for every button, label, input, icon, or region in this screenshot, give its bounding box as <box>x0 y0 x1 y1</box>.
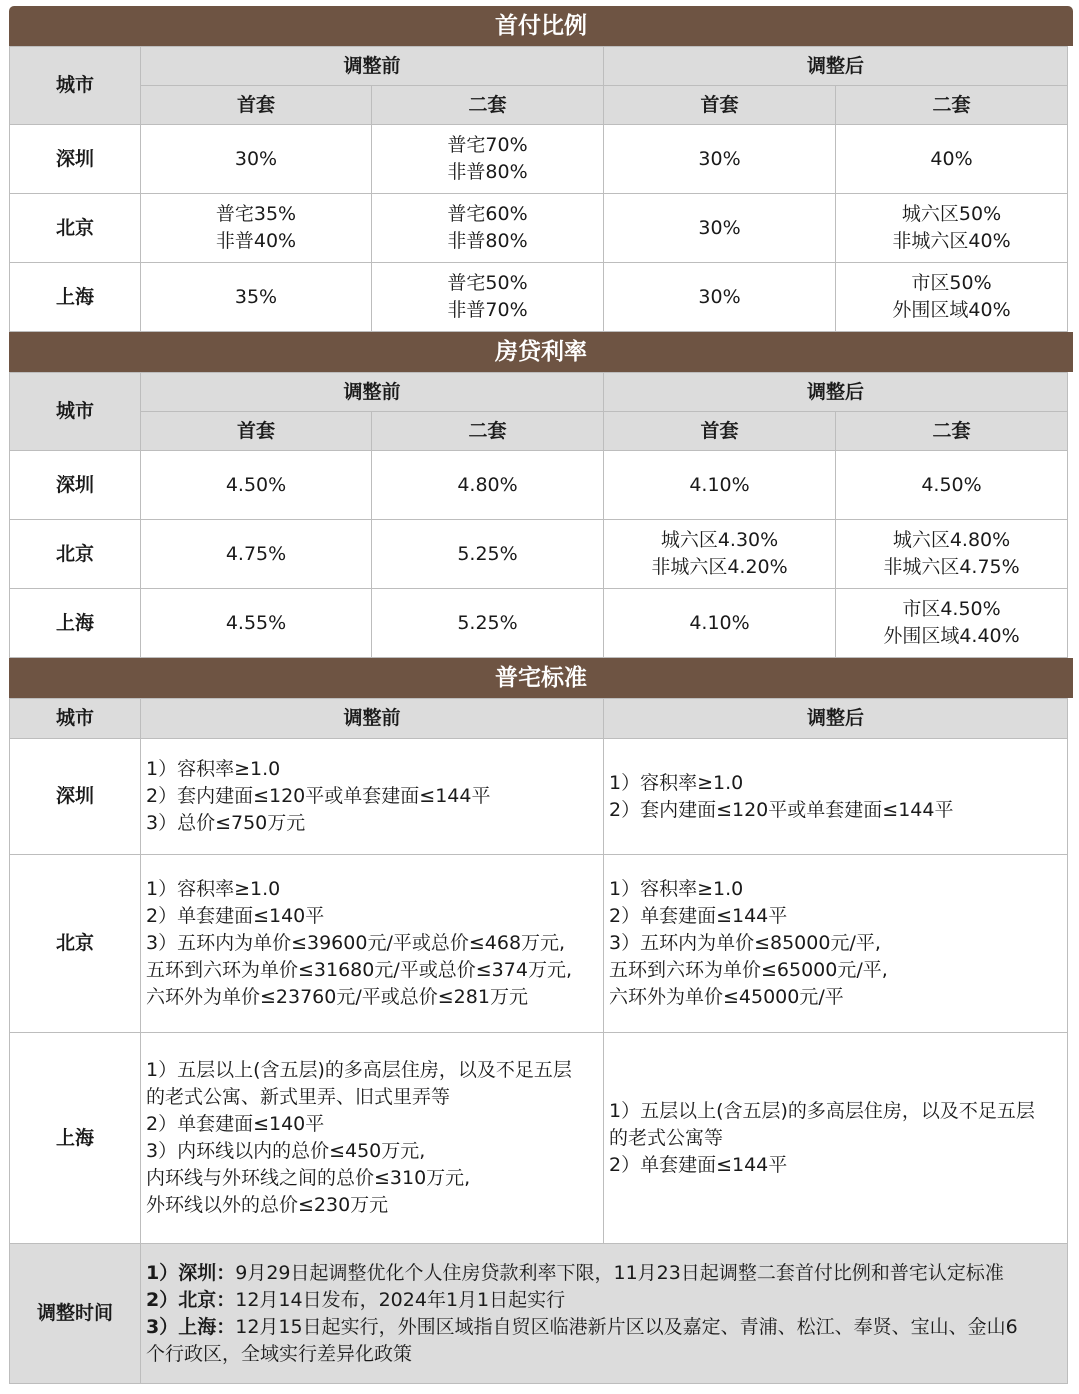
cell-line: 城六区4.30% <box>660 529 779 551</box>
after-second-cell <box>836 451 1068 520</box>
cell-line: 非普70% <box>447 299 528 321</box>
before-first-cell <box>141 263 372 332</box>
cell-line: 普宅50% <box>447 272 528 294</box>
cell-line: 非城六区4.20% <box>651 556 788 578</box>
interest-rate-table <box>9 372 1068 658</box>
after-second-cell <box>836 125 1068 194</box>
cell-line: 4.80% <box>457 473 518 496</box>
after-second-cell <box>836 194 1068 263</box>
down-payment-section-title: 首付比例 <box>9 6 1073 46</box>
timing-item: 3）上海：12月15日起实行，外围区域指自贸区临港新片区以及嘉定、青浦、松江、奉贤、宝山、金山6 <box>146 1315 1018 1338</box>
first-home-header: 首套 <box>604 86 836 125</box>
city-cell: 北京 <box>10 520 141 589</box>
after-first-cell <box>604 589 836 658</box>
city-cell: 北京 <box>10 194 141 263</box>
cell-line: 五环到六环为单价≤65000元/平, <box>609 959 888 981</box>
after-first-cell <box>604 451 836 520</box>
cell-line: 外围区域40% <box>892 299 1011 321</box>
cell-line: 2）套内建面≤120平或单套建面≤144平 <box>609 798 954 821</box>
before-first-cell <box>141 589 372 658</box>
before-first-cell <box>141 194 372 263</box>
before-second-cell <box>372 589 604 658</box>
before-criteria-cell <box>141 855 604 1033</box>
before-first-cell <box>141 451 372 520</box>
city-header: 城市 <box>10 47 141 125</box>
table-row <box>10 125 1068 194</box>
city-header: 城市 <box>10 373 141 451</box>
cell-line: 六环外为单价≤23760元/平或总价≤281万元 <box>146 986 528 1008</box>
standard-table <box>9 698 1068 1384</box>
after-first-cell <box>604 263 836 332</box>
before-first-cell <box>141 520 372 589</box>
before-criteria-cell <box>141 739 604 855</box>
cell-line: 5.25% <box>457 542 518 565</box>
second-home-header: 二套 <box>372 412 604 451</box>
table-row <box>10 451 1068 520</box>
city-cell: 深圳 <box>10 739 141 855</box>
cell-line: 外环线以外的总价≤230万元 <box>146 1194 389 1216</box>
after-second-cell <box>836 589 1068 658</box>
cell-line: 城六区4.80% <box>892 529 1011 551</box>
table-row <box>10 589 1068 658</box>
city-cell: 上海 <box>10 263 141 332</box>
before-second-cell <box>372 263 604 332</box>
cell-line: 4.10% <box>689 611 750 634</box>
cell-line: 内环线与外环线之间的总价≤310万元, <box>146 1167 471 1189</box>
cell-line: 市区4.50% <box>902 598 1001 620</box>
before-second-cell <box>372 125 604 194</box>
before-header: 调整前 <box>141 699 604 739</box>
city-header: 城市 <box>10 699 141 739</box>
policy-comparison-sheet <box>9 6 1073 1384</box>
before-criteria-cell <box>141 1033 604 1244</box>
after-first-cell <box>604 520 836 589</box>
cell-line: 2）单套建面≤144平 <box>609 1153 788 1176</box>
down-payment-table <box>9 46 1068 332</box>
table-row <box>10 263 1068 332</box>
cell-line: 1）五层以上(含五层)的多高层住房，以及不足五层 <box>146 1059 572 1081</box>
before-header: 调整前 <box>141 47 604 86</box>
cell-line: 五环到六环为单价≤31680元/平或总价≤374万元, <box>146 959 572 981</box>
after-second-cell <box>836 263 1068 332</box>
after-criteria-cell <box>604 1033 1068 1244</box>
cell-line: 2）单套建面≤140平 <box>146 1113 325 1135</box>
cell-line: 5.25% <box>457 611 518 634</box>
city-cell: 深圳 <box>10 451 141 520</box>
cell-line: 普宅70% <box>447 134 528 156</box>
cell-line: 1）五层以上(含五层)的多高层住房，以及不足五层 <box>609 1099 1035 1122</box>
after-header: 调整后 <box>604 47 1068 86</box>
city-cell: 深圳 <box>10 125 141 194</box>
cell-line: 30% <box>698 285 741 308</box>
cell-line: 非普80% <box>447 161 528 183</box>
cell-line: 30% <box>698 147 741 170</box>
after-criteria-cell <box>604 855 1068 1033</box>
cell-line: 30% <box>698 216 741 239</box>
cell-line: 3）五环内为单价≤85000元/平, <box>609 932 881 954</box>
city-cell: 北京 <box>10 855 141 1033</box>
table-row <box>10 194 1068 263</box>
city-cell: 上海 <box>10 1033 141 1244</box>
cell-line: 普宅60% <box>447 203 528 225</box>
cell-line: 4.75% <box>225 542 287 565</box>
first-home-header: 首套 <box>141 86 372 125</box>
second-home-header: 二套 <box>372 86 604 125</box>
before-second-cell <box>372 451 604 520</box>
cell-line: 市区50% <box>911 272 992 294</box>
cell-line: 的老式公寓等 <box>609 1126 724 1149</box>
before-first-cell <box>141 125 372 194</box>
second-home-header: 二套 <box>836 412 1068 451</box>
standard-section-title: 普宅标准 <box>9 658 1073 698</box>
first-home-header: 首套 <box>604 412 836 451</box>
cell-line: 4.10% <box>689 473 750 496</box>
cell-line: 40% <box>930 147 973 170</box>
timing-item: 2）北京：12月14日发布，2024年1月1日起实行 <box>146 1288 566 1311</box>
before-header: 调整前 <box>141 373 604 412</box>
cell-line: 2）单套建面≤144平 <box>609 905 788 927</box>
after-criteria-cell <box>604 739 1068 855</box>
cell-line: 非城六区40% <box>892 230 1011 252</box>
cell-line: 非普40% <box>215 230 297 252</box>
cell-line: 的老式公寓、新式里弄、旧式里弄等 <box>146 1086 451 1108</box>
cell-line: 3）总价≤750万元 <box>146 812 306 834</box>
table-row <box>10 520 1068 589</box>
cell-line: 2）套内建面≤120平或单套建面≤144平 <box>146 785 491 807</box>
before-second-cell <box>372 194 604 263</box>
city-cell: 上海 <box>10 589 141 658</box>
second-home-header: 二套 <box>836 86 1068 125</box>
cell-line: 1）容积率≥1.0 <box>609 771 744 794</box>
timing-label: 调整时间 <box>10 1244 141 1384</box>
cell-line: 35% <box>234 285 278 308</box>
before-second-cell <box>372 520 604 589</box>
cell-line: 非城六区4.75% <box>883 556 1020 578</box>
cell-line: 非普80% <box>447 230 528 252</box>
timing-notes <box>141 1244 1068 1384</box>
table-row <box>10 1033 1068 1244</box>
timing-continuation: 个行政区，全域实行差异化政策 <box>146 1342 413 1365</box>
cell-line: 1）容积率≥1.0 <box>609 878 744 900</box>
after-first-cell <box>604 125 836 194</box>
table-row <box>10 855 1068 1033</box>
cell-line: 城六区50% <box>901 203 1002 225</box>
cell-line: 4.50% <box>225 473 287 496</box>
cell-line: 2）单套建面≤140平 <box>146 905 325 927</box>
first-home-header: 首套 <box>141 412 372 451</box>
after-header: 调整后 <box>604 699 1068 739</box>
cell-line: 4.55% <box>225 611 287 634</box>
cell-line: 3）内环线以内的总价≤450万元, <box>146 1140 426 1162</box>
cell-line: 1）容积率≥1.0 <box>146 758 281 780</box>
cell-line: 3）五环内为单价≤39600元/平或总价≤468万元, <box>146 932 566 954</box>
cell-line: 30% <box>234 147 278 170</box>
after-first-cell <box>604 194 836 263</box>
cell-line: 六环外为单价≤45000元/平 <box>609 986 844 1008</box>
interest-rate-section-title: 房贷利率 <box>9 332 1073 372</box>
after-header: 调整后 <box>604 373 1068 412</box>
table-row <box>10 739 1068 855</box>
timing-item: 1）深圳：9月29日起调整优化个人住房贷款利率下限，11月23日起调整二套首付比例和普宅认定标准 <box>146 1261 1004 1284</box>
cell-line: 普宅35% <box>215 203 297 225</box>
cell-line: 1）容积率≥1.0 <box>146 878 281 900</box>
cell-line: 外围区域4.40% <box>883 625 1020 647</box>
after-second-cell <box>836 520 1068 589</box>
cell-line: 4.50% <box>921 473 982 496</box>
